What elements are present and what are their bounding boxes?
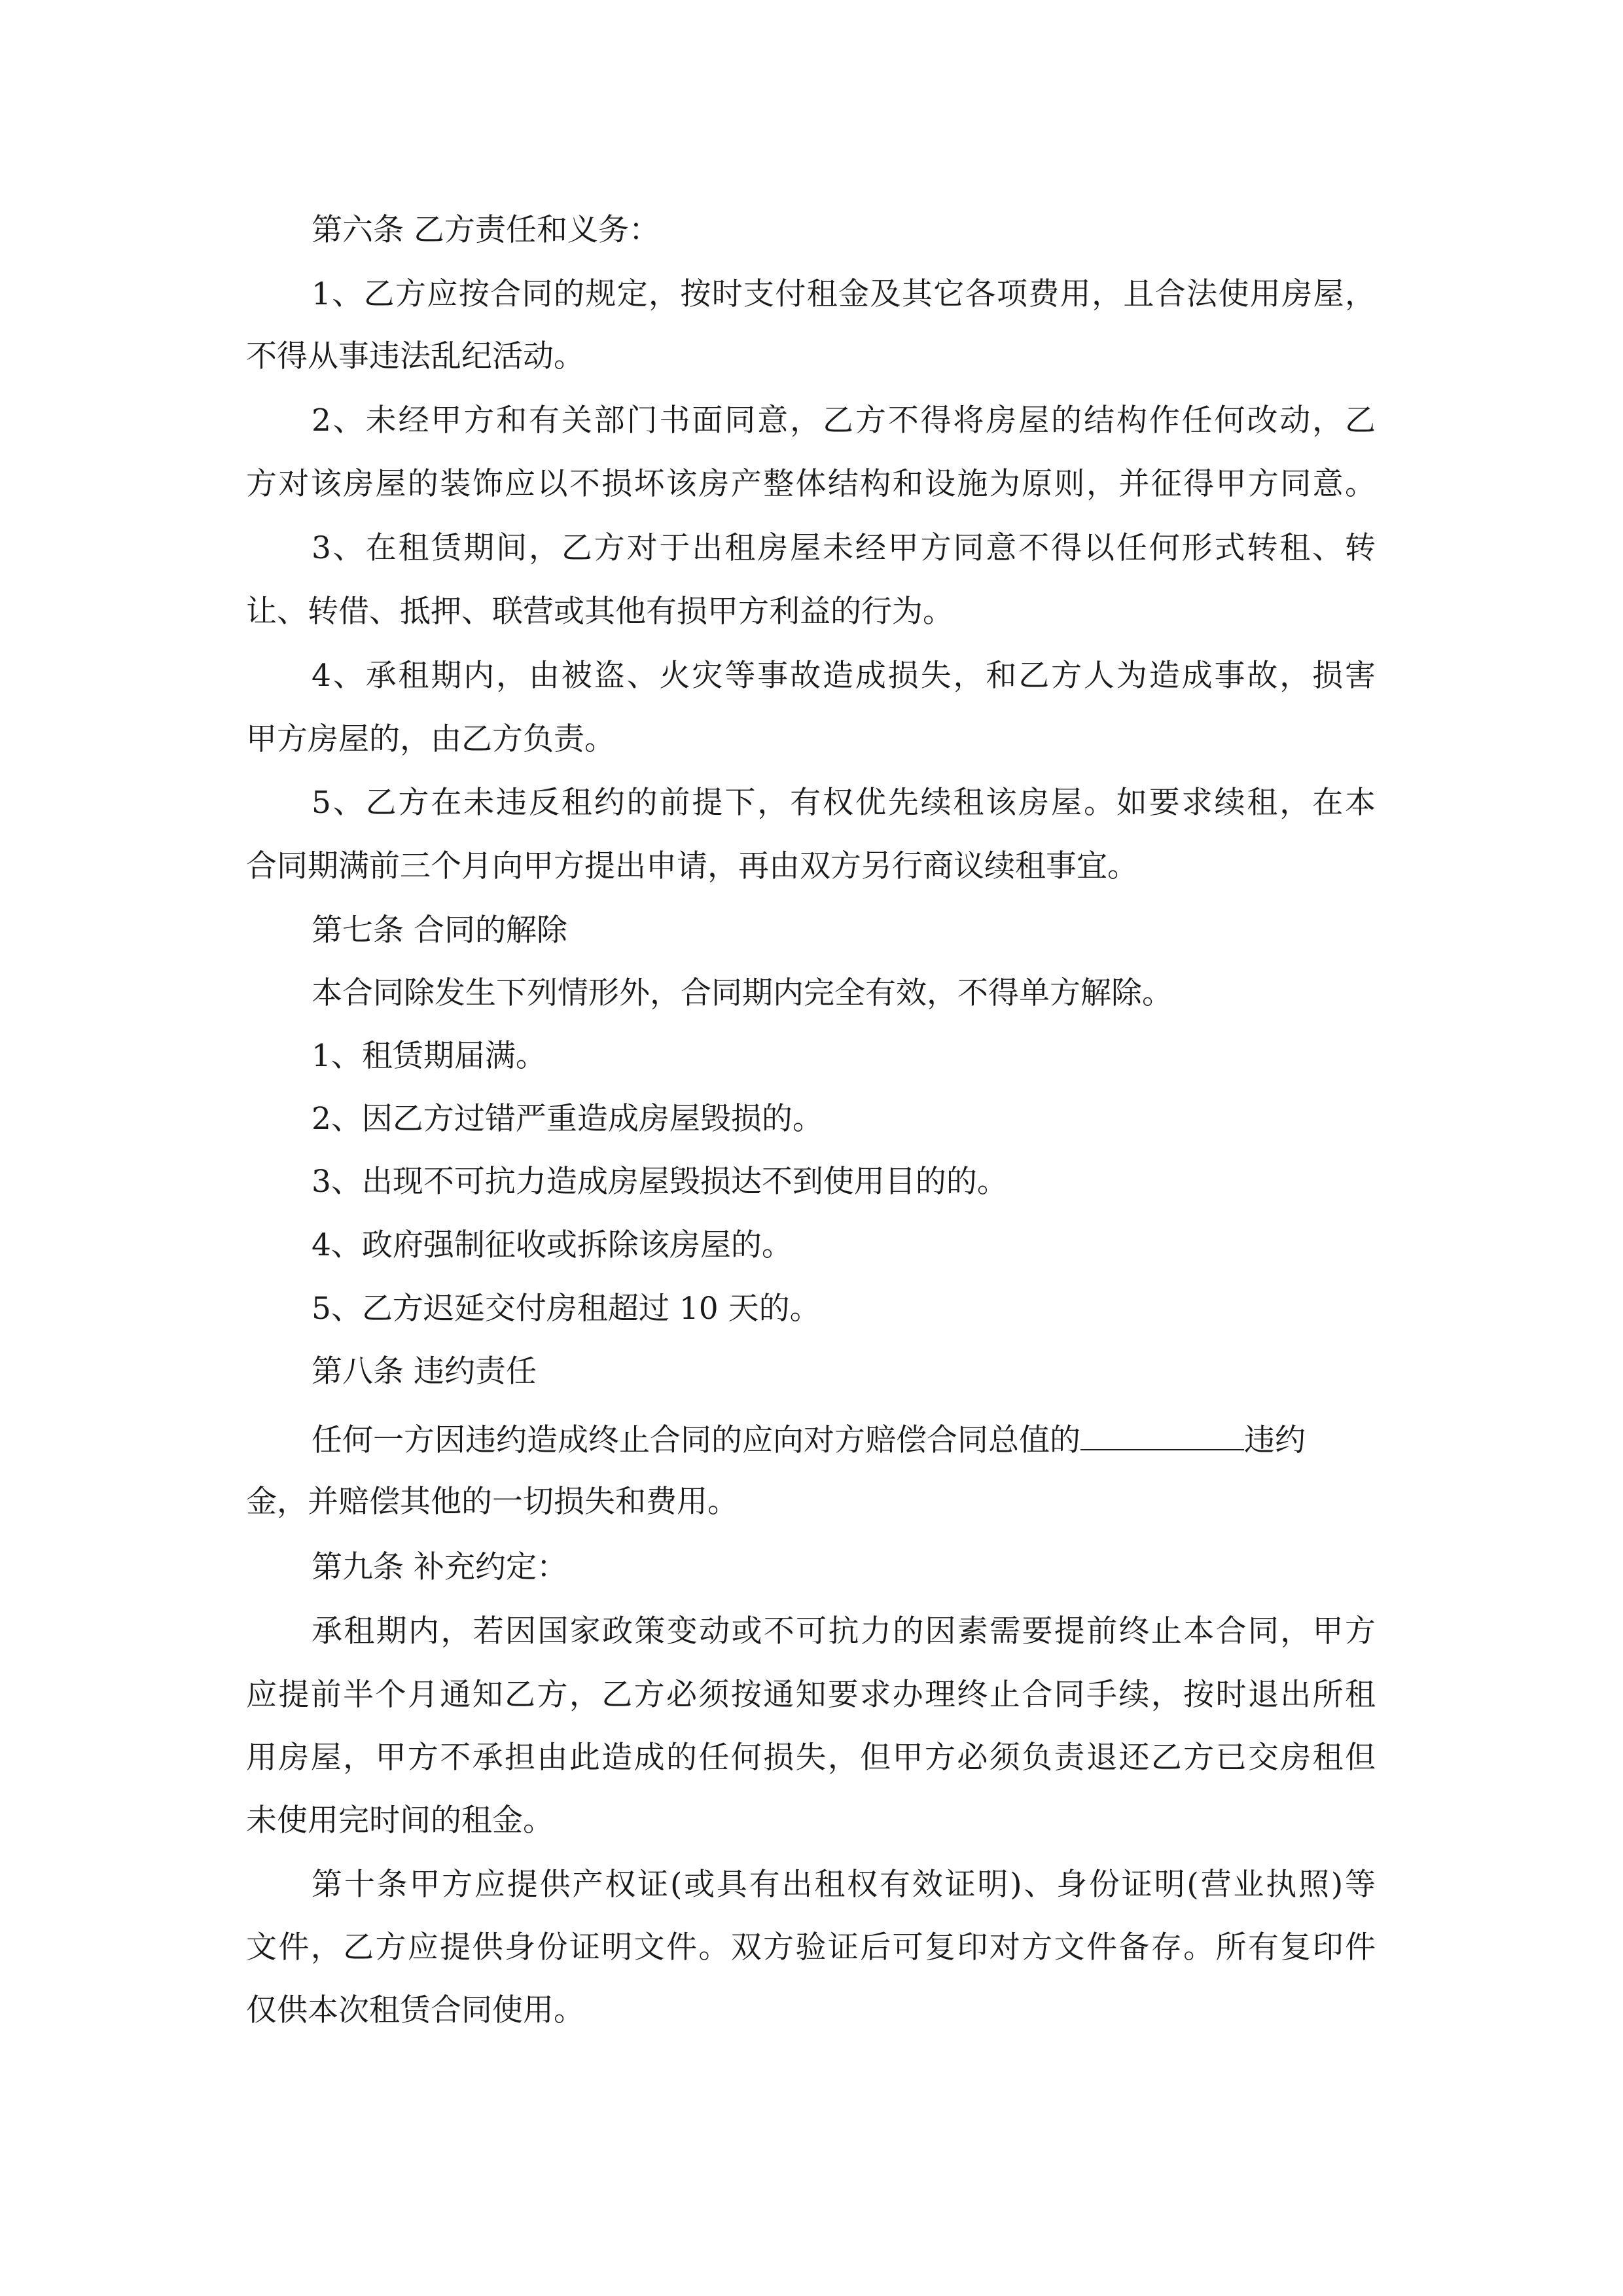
article7-item4: 4、政府强制征收或拆除该房屋的。 (312, 1227, 793, 1263)
article6-item2-line1: 2、未经甲方和有关部门书面同意，乙方不得将房屋的结构作任何改动，乙 (312, 403, 1376, 439)
article7-item2: 2、因乙方过错严重造成房屋毁损的。 (312, 1101, 823, 1137)
article6-item3-line2: 让、转借、抵押、联营或其他有损甲方利益的行为。 (246, 594, 954, 630)
article8-heading: 第八条 违约责任 (312, 1354, 537, 1390)
article9-line2: 应提前半个月通知乙方，乙方必须按通知要求办理终止合同手续，按时退出所租 (246, 1677, 1376, 1713)
article9-heading: 第九条 补充约定： (312, 1549, 567, 1585)
penalty-blank (1080, 1420, 1244, 1450)
article6-item4-line2: 甲方房屋的，由乙方负责。 (246, 721, 615, 757)
article8-line1-after: 违约 (1244, 1422, 1306, 1458)
article6-item1-line1: 1、乙方应按合同的规定，按时支付租金及其它各项费用，且合法使用房屋， (312, 276, 1376, 312)
article7-intro: 本合同除发生下列情形外，合同期内完全有效，不得单方解除。 (312, 975, 1173, 1011)
article6-item5-line1: 5、乙方在未违反租约的前提下，有权优先续租该房屋。如要求续租，在本 (312, 785, 1376, 821)
article8-line1 (312, 1420, 1306, 1460)
article10-line2: 文件，乙方应提供身份证明文件。双方验证后可复印对方文件备存。所有复印件 (246, 1929, 1376, 1965)
article6-item2-line2: 方对该房屋的装饰应以不损坏该房产整体结构和设施为原则，并征得甲方同意。 (246, 466, 1376, 502)
article6-item1-line2: 不得从事违法乱纪活动。 (246, 338, 584, 374)
article9-line3: 用房屋，甲方不承担由此造成的任何损失，但甲方必须负责退还乙方已交房租但 (246, 1740, 1376, 1776)
article6-item3-line1: 3、在租赁期间，乙方对于出租房屋未经甲方同意不得以任何形式转租、转 (312, 530, 1376, 566)
article7-item1: 1、租赁期届满。 (312, 1038, 546, 1074)
article9-line4: 未使用完时间的租金。 (246, 1803, 554, 1839)
article10-line3: 仅供本次租赁合同使用。 (246, 1992, 584, 2028)
article6-item4-line1: 4、承租期内，由被盗、火灾等事故造成损失，和乙方人为造成事故，损害 (312, 658, 1376, 694)
article7-heading: 第七条 合同的解除 (312, 912, 567, 948)
article6-heading: 第六条 乙方责任和义务： (312, 212, 660, 248)
article9-line1: 承租期内，若因国家政策变动或不可抗力的因素需要提前终止本合同，甲方 (312, 1613, 1376, 1649)
article8-line1-before: 任何一方因违约造成终止合同的应向对方赔偿合同总值的 (312, 1422, 1080, 1458)
article8-line2: 金，并赔偿其他的一切损失和费用。 (246, 1484, 738, 1520)
article7-item3: 3、出现不可抗力造成房屋毁损达不到使用目的的。 (312, 1164, 1008, 1200)
article6-item5-line2: 合同期满前三个月向甲方提出申请，再由双方另行商议续租事宜。 (246, 848, 1138, 884)
article10-line1: 第十条甲方应提供产权证(或具有出租权有效证明)、身份证明(营业执照)等 (312, 1867, 1376, 1903)
article7-item5: 5、乙方迟延交付房租超过 10 天的。 (312, 1291, 821, 1327)
